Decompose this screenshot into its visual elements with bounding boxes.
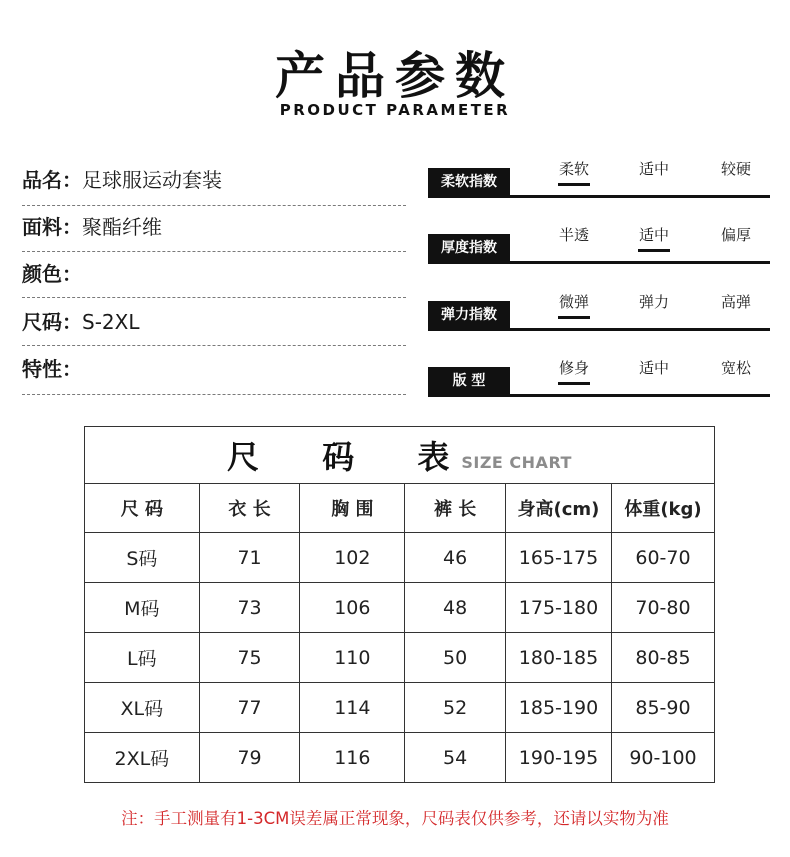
table-cell: 110	[300, 633, 405, 683]
attribute-label: 品名：	[22, 168, 82, 192]
index-badge: 柔软指数	[428, 168, 510, 196]
index-option: 较硬	[720, 160, 751, 178]
table-cell: 77	[199, 683, 300, 733]
index-baseline	[428, 261, 770, 264]
index-option: 适中	[638, 359, 669, 377]
elasticity-index	[428, 293, 770, 331]
index-option: 柔软	[544, 159, 604, 179]
index-option: 宽松	[720, 359, 751, 377]
table-cell: 85-90	[611, 683, 714, 733]
table-cell: 165-175	[505, 533, 611, 583]
table-cell: S码	[85, 533, 200, 583]
column-header: 裤 长	[405, 484, 506, 533]
attribute-row-fabric	[22, 215, 406, 239]
divider	[22, 297, 406, 298]
table-cell: 60-70	[611, 533, 714, 583]
index-option: 适中	[624, 225, 684, 245]
column-header: 身高(cm)	[505, 484, 611, 533]
table-row	[85, 683, 715, 733]
attribute-row-color	[22, 262, 406, 286]
table-cell: 185-190	[505, 683, 611, 733]
table-cell: 70-80	[611, 583, 714, 633]
index-option: 微弹	[544, 292, 604, 312]
attribute-value: 足球服运动套装	[82, 168, 222, 192]
index-badge: 版 型	[428, 367, 510, 395]
attribute-row-size	[22, 310, 406, 334]
selected-marker	[558, 183, 590, 186]
table-cell: 75	[199, 633, 300, 683]
attribute-label: 特性：	[22, 357, 82, 381]
table-cell: 80-85	[611, 633, 714, 683]
size-chart-title: 尺 码 表	[227, 438, 476, 476]
fit-index	[428, 359, 770, 397]
table-cell: 102	[300, 533, 405, 583]
attribute-value: S-2XL	[82, 310, 140, 334]
index-baseline	[428, 328, 770, 331]
table-cell: 190-195	[505, 733, 611, 783]
selected-marker	[638, 249, 670, 252]
column-header-row	[85, 484, 715, 533]
table-cell: 46	[405, 533, 506, 583]
table-cell: L码	[85, 633, 200, 683]
column-header: 尺 码	[85, 484, 200, 533]
table-cell: 71	[199, 533, 300, 583]
index-baseline	[428, 394, 770, 397]
table-cell: 48	[405, 583, 506, 633]
divider	[22, 205, 406, 206]
softness-index	[428, 160, 770, 198]
table-cell: 54	[405, 733, 506, 783]
divider	[22, 394, 406, 395]
index-option: 偏厚	[720, 226, 751, 244]
attribute-label: 颜色：	[22, 262, 82, 286]
index-badge: 厚度指数	[428, 234, 510, 262]
attribute-label: 面料：	[22, 215, 82, 239]
table-row	[85, 533, 715, 583]
table-cell: XL码	[85, 683, 200, 733]
table-row	[85, 583, 715, 633]
table-cell: 106	[300, 583, 405, 633]
index-baseline	[428, 195, 770, 198]
size-chart-header	[85, 427, 715, 484]
table-cell: 73	[199, 583, 300, 633]
table-row	[85, 633, 715, 683]
index-badge: 弹力指数	[428, 301, 510, 329]
divider	[22, 251, 406, 252]
index-option: 半透	[558, 226, 589, 244]
table-cell: 79	[199, 733, 300, 783]
attribute-value: 聚酯纤维	[82, 215, 162, 239]
attribute-row-name	[22, 168, 406, 192]
column-header: 体重(kg)	[611, 484, 714, 533]
size-chart-subtitle: SIZE CHART	[461, 453, 572, 472]
table-cell: 180-185	[505, 633, 611, 683]
table-cell: 2XL码	[85, 733, 200, 783]
measurement-note: 注：手工测量有1-3CM误差属正常现象，尺码表仅供参考，还请以实物为准	[121, 809, 669, 828]
table-cell: 50	[405, 633, 506, 683]
size-chart-table	[84, 426, 715, 783]
table-cell: 175-180	[505, 583, 611, 633]
table-cell: 116	[300, 733, 405, 783]
column-header: 胸 围	[300, 484, 405, 533]
thickness-index	[428, 226, 770, 264]
index-option: 高弹	[720, 293, 751, 311]
table-cell: 52	[405, 683, 506, 733]
attribute-row-feature	[22, 357, 406, 381]
page-subtitle: PRODUCT PARAMETER	[279, 101, 511, 119]
table-cell: M码	[85, 583, 200, 633]
page-title: 产品参数	[275, 47, 515, 105]
size-chart-title-cell	[85, 427, 715, 484]
column-header: 衣 长	[199, 484, 300, 533]
selected-marker	[558, 382, 590, 385]
index-option: 适中	[638, 160, 669, 178]
divider	[22, 345, 406, 346]
index-option: 修身	[544, 358, 604, 378]
selected-marker	[558, 316, 590, 319]
attribute-label: 尺码：	[22, 310, 82, 334]
table-cell: 90-100	[611, 733, 714, 783]
table-row	[85, 733, 715, 783]
index-option: 弹力	[638, 293, 669, 311]
table-cell: 114	[300, 683, 405, 733]
